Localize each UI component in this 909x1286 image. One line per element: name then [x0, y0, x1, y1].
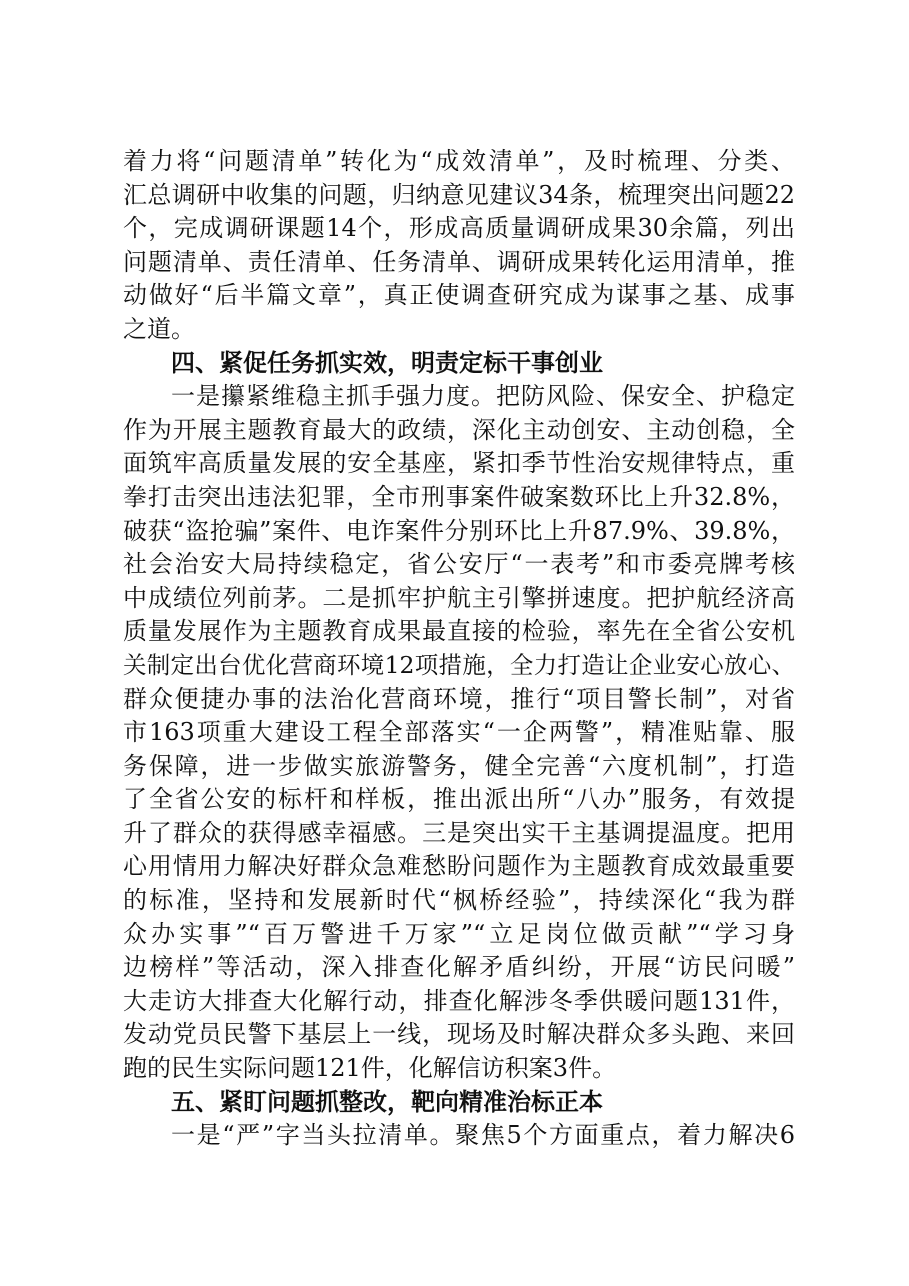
text-line: 之道。: [123, 314, 195, 343]
text-line: 着力将“问题清单”转化为“成效清单”，及时梳理、分类、: [123, 147, 795, 175]
text-line: 一是“严”字当头拉清单。聚焦5个方面重点，着力解决6: [171, 1121, 795, 1150]
text-line: 升了群众的获得感幸福感。三是突出实干主基调提温度。把用: [123, 818, 795, 847]
text-line: 问题清单、责任清单、任务清单、调研成果转化运用清单，推: [123, 247, 795, 276]
text-line: 了全省公安的标杆和样板，推出派出所“八办”服务，有效提: [123, 785, 795, 814]
text-line: 关制定出台优化营商环境12项措施，全力打造让企业安心放心、: [123, 650, 795, 679]
text-line: 破获“盗抢骗”案件、电诈案件分别环比上升87.9%、39.8%，: [123, 516, 795, 545]
text-line: 中成绩位列前茅。二是抓牢护航主引擎拼速度。把护航经济高: [123, 583, 795, 612]
text-line: 质量发展作为主题教育成果最直接的检验，率先在全省公安机: [123, 617, 795, 646]
text-line: 动做好“后半篇文章”，真正使调查研究成为谋事之基、成事: [123, 281, 795, 310]
text-line: 市163项重大建设工程全部落实“一企两警”，精准贴靠、服: [123, 718, 795, 747]
text-line: 个，完成调研课题14个，形成高质量调研成果30余篇，列出: [123, 214, 795, 243]
text-line: 务保障，进一步做实旅游警务，健全完善“六度机制”，打造: [123, 751, 795, 780]
text-line: 拳打击突出违法犯罪，全市刑事案件破案数环比上升32.8%，: [123, 482, 795, 511]
section-heading: 五、紧盯问题抓整改，靶向精准治标正本: [171, 1087, 603, 1116]
text-line: 跑的民生实际问题121件，化解信访积案3件。: [123, 1054, 617, 1083]
text-line: 面筑牢高质量发展的安全基座，紧扣季节性治安规律特点，重: [123, 449, 795, 478]
text-line: 汇总调研中收集的问题，归纳意见建议34条，梳理突出问题22: [123, 180, 795, 209]
text-line: 心用情用力解决好群众急难愁盼问题作为主题教育成效最重要: [123, 852, 795, 881]
text-line: 边榜样”等活动，深入排查化解矛盾纠纷，开展“访民问暖”: [123, 953, 795, 982]
text-line: 大走访大排查大化解行动，排查化解涉冬季供暖问题131件，: [123, 986, 795, 1015]
text-line: 发动党员民警下基层上一线，现场及时解决群众多头跑、来回: [123, 1020, 795, 1049]
text-line: 众办实事”“百万警进千万家”“立足岗位做贡献”“学习身: [123, 919, 795, 948]
document-body: [123, 145, 795, 1153]
text-line: 社会治安大局持续稳定，省公安厅“一表考”和市委亮牌考核: [123, 550, 795, 579]
text-line: 一是攥紧维稳主抓手强力度。把防风险、保安全、护稳定: [171, 382, 795, 411]
text-line: 作为开展主题教育最大的政绩，深化主动创安、主动创稳，全: [123, 415, 795, 444]
text-line: 的标准，坚持和发展新时代“枫桥经验”，持续深化“我为群: [123, 886, 795, 915]
section-heading: 四、紧促任务抓实效，明责定标干事创业: [171, 348, 603, 377]
text-line: 群众便捷办事的法治化营商环境，推行“项目警长制”，对省: [123, 684, 795, 713]
